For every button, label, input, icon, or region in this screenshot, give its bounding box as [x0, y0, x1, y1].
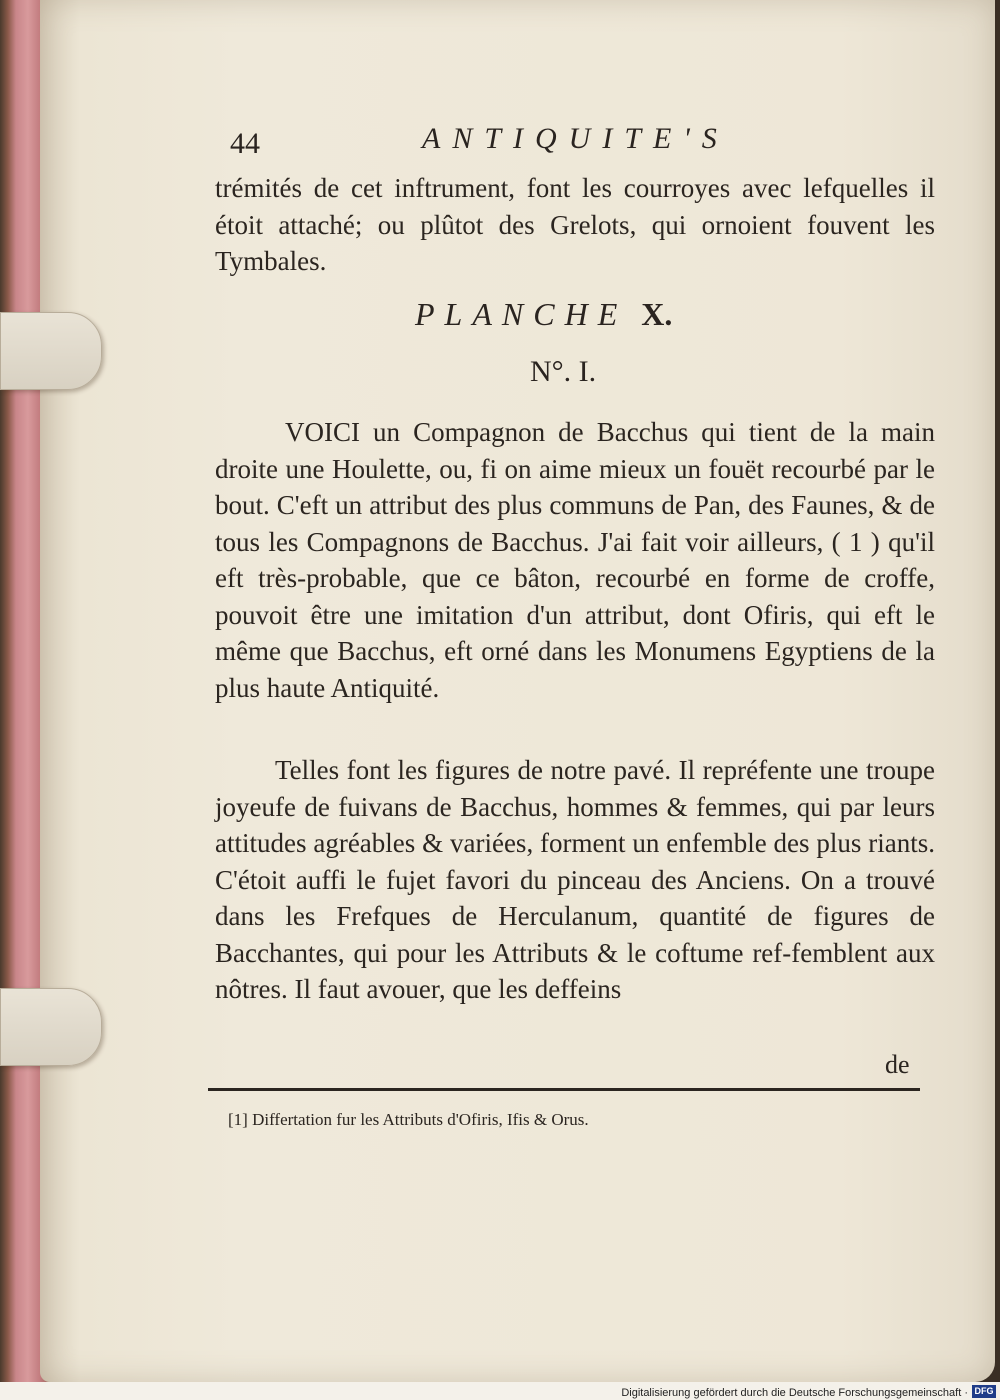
dfg-logo-icon: DFG	[972, 1385, 996, 1398]
footnote: [1] Differtation fur les Attributs d'Ofiris, Ifis & Orus.	[228, 1110, 589, 1129]
credit-bar	[0, 1382, 1000, 1400]
plate-heading	[415, 296, 672, 333]
page-clip-top	[0, 312, 102, 390]
digitization-credit: Digitalisierung gefördert durch die Deutsche Forschungsgemeinschaft ·	[621, 1387, 968, 1399]
page-clip-bottom	[0, 988, 102, 1066]
page-number: 44	[230, 127, 260, 160]
paragraph-2: VOICI un Compagnon de Bacchus qui tient de la main droite une Houlette, ou, fi on aime mieux un fouët recourbé par le bout. C'eft un attribut des plus communs de Pan, des Faunes, & de tous les Compagnons de Bacchus. J'ai fait voir ailleurs, ( 1 ) qu'il eft très-probable, que ce bâton, recourbé en forme de croffe, pouvoit être une imitation d'un attribut, dont Ofiris, qui eft le même que Bacchus, eft orné dans les Monumens Egyptiens de la plus haute Antiquité.	[215, 417, 935, 703]
footnote-rule	[208, 1088, 920, 1091]
running-title: ANTIQUITE'S	[422, 122, 729, 155]
catchword: de	[885, 1050, 910, 1079]
plate-numeral: X.	[641, 296, 673, 332]
plate-number: N°. I.	[530, 355, 597, 388]
paragraph-3: Telles font les figures de notre pavé. Il repréfente une troupe joyeufe de fuivans de Bacchus, hommes & femmes, qui par leurs attitudes agréables & variées, forment un enfemble des plus riants. C'étoit auffi le fujet favori du pinceau des Anciens. On a trouvé dans les Frefques de Herculanum, quantité de figures de Bacchantes, qui pour les Attributs & le coftume ref-femblent aux nôtres. Il faut avouer, que les deffeins	[215, 755, 935, 1004]
paragraph-1: trémités de cet inftrument, font les courroyes avec lefquelles il étoit attaché; ou plûtot des Grelots, qui ornoient fouvent les Tymbales.	[215, 173, 935, 276]
plate-title: PLANCHE	[415, 296, 628, 332]
page-header	[230, 122, 930, 162]
